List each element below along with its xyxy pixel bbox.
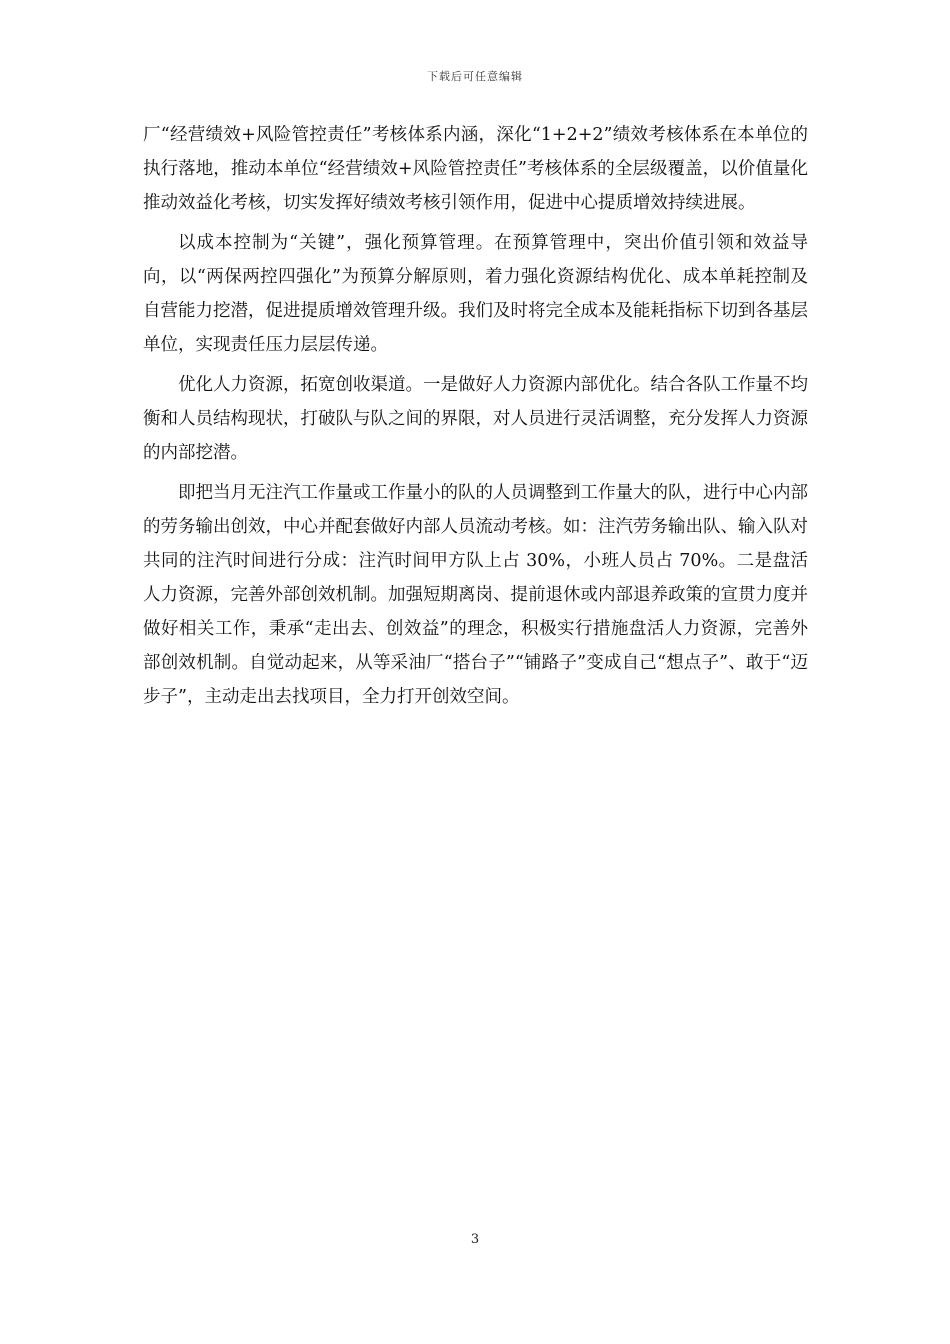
page-number: 3 <box>470 1232 480 1247</box>
paragraph-labor-output: 即把当月无注汽工作量或工作量小的队的人员调整到工作量大的队，进行中心内部的劳务输出创效，中心并配套做好内部人员流动考核。如：注汽劳务输出队、输入队对共同的注汽时间进行分成：注汽时间甲方队上占 30%，小班人员占 70%。二是盘活人力资源，完善外部创效机制。加强短期离岗、提前退休或内部退养政策的宣贯力度并做好相关工作，秉承“走出去、创效益”的理念，积极实行措施盘活人力资源，完善外部创效机制。自觉动起来，从等采油厂“搭台子”“铺路子”变成自己“想点子”、敢于“迈步子”，主动走出去找项目，全力打开创效空间。 <box>143 483 808 707</box>
document-body <box>143 118 808 720</box>
paragraph-human-resources: 优化人力资源，拓宽创收渠道。一是做好人力资源内部优化。结合各队工作量不均衡和人员结构现状，打破队与队之间的界限，对人员进行灵活调整，充分发挥人力资源的内部挖潜。 <box>143 375 808 463</box>
paragraph-continuation: 厂“经营绩效+风险管控责任”考核体系内涵，深化“1+2+2”绩效考核体系在本单位的执行落地，推动本单位“经营绩效+风险管控责任”考核体系的全层级覆盖，以价值量化推动效益化考核，切实发挥好绩效考核引领作用，促进中心提质增效持续进展。 <box>143 125 808 213</box>
paragraph-cost-control: 以成本控制为“关键”，强化预算管理。在预算管理中，突出价值引领和效益导向，以“两保两控四强化”为预算分解原则，着力强化资源结构优化、成本单耗控制及自营能力挖潜，促进提质增效管理升级。我们及时将完全成本及能耗指标下切到各基层单位，实现责任压力层层传递。 <box>143 233 808 355</box>
page-header: 下载后可任意编辑 <box>427 70 523 83</box>
